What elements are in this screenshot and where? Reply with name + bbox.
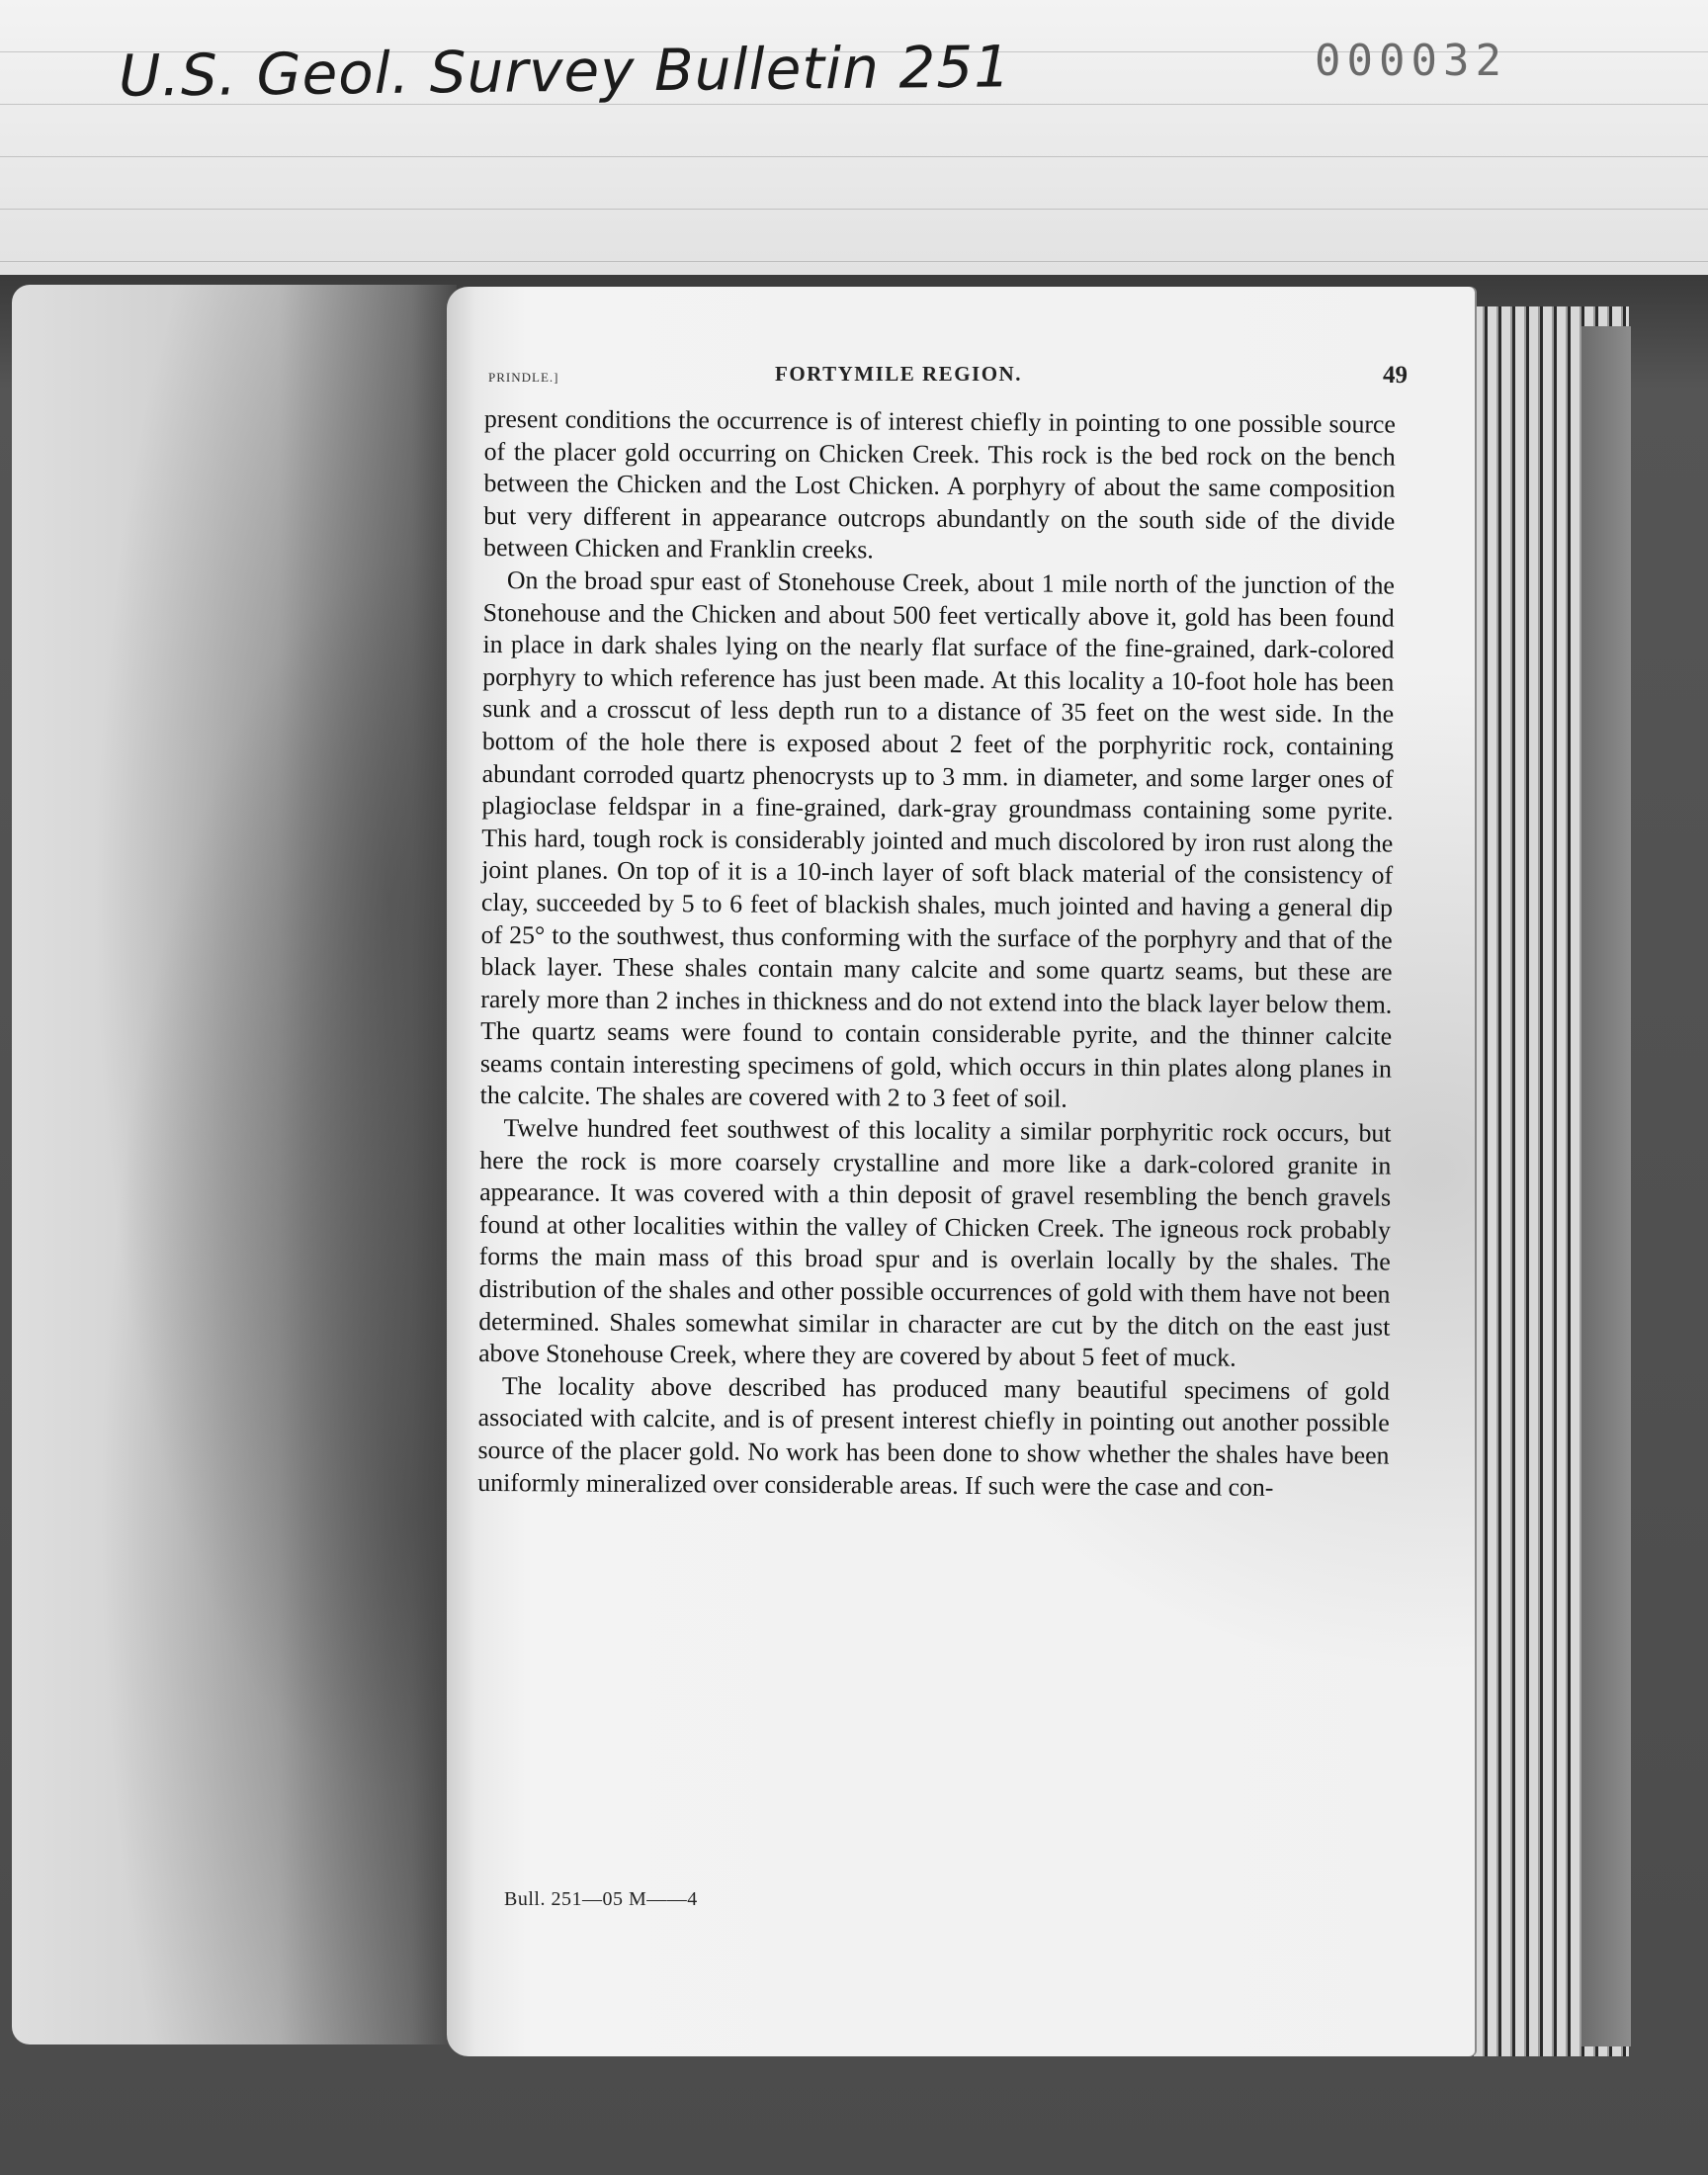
paragraph: present conditions the occurrence is of interest chiefly in pointing to one possible source of the placer gold occurring on Chicken Creek. This rock is the bed rock on the bench between the Chicken and the Lost Chicken. A porphyry of about the same composition but very different in appearance outcrops abundantly on the south side of the divide between Chicken and Franklin creeks. xyxy=(483,404,1396,565)
left-facing-page xyxy=(12,285,457,2044)
label-card xyxy=(0,0,1708,277)
stamp-number: 000032 xyxy=(1315,36,1507,86)
running-head-title: FORTYMILE REGION. xyxy=(775,362,1022,386)
handwritten-label: U.S. Geol. Survey Bulletin 251 xyxy=(118,33,1012,110)
page-number: 49 xyxy=(1383,362,1408,389)
body-text xyxy=(477,403,1396,1505)
paragraph: On the broad spur east of Stonehouse Creek, about 1 mile north of the junction of the Stonehouse and the Chicken and about 500 feet vertically above it, gold has been found in place in dark shales lying on the nearly flat surface of the fine-grained, dark-colored porphyry to which reference has just been made. At this locality a 10-foot hole has been sunk and a crosscut of less depth run to a distance of 35 feet on the west side. In the bottom of the hole there is exposed about 2 feet of the porphyritic rock, containing abundant corroded quartz phenocrysts up to 3 mm. in diameter, and some larger ones of plagioclase feldspar in a fine-grained, dark-gray groundmass containing some pyrite. This hard, tough rock is considerably jointed and much discolored by iron rust along the joint planes. On top of it is a 10-inch layer of soft black material of the consistency of clay, succeeded by 5 to 6 feet of blackish shales, much jointed and having a general dip of 25° to the southwest, thus conforming with the surface of the porphyry and that of the black layer. These shales contain many calcite and some quartz seams, but these are rarely more than 2 inches in thickness and do not extend into the black layer below them. The quartz seams were found to contain considerable pyrite, and the thinner calcite seams contain interesting specimens of gold, which occurs in thin plates along planes in the calcite. The shales are covered with 2 to 3 feet of soil. xyxy=(479,566,1395,1114)
signature-line: Bull. 251—05 M——4 xyxy=(504,1888,698,1910)
book-page xyxy=(447,287,1475,2056)
paragraph: Twelve hundred feet southwest of this locality a similar porphyritic rock occurs, but here the rock is more coarsely crystalline and more like a dark-colored granite in appearance. It was covered with a thin deposit of gravel resembling the bench gravels found at other localities within the valley of Chicken Creek. The igneous rock probably forms the main mass of this broad spur and is overlain locally by the shales. The distribution of the shales and other possible occurrences of gold with them have not been determined. Shales somewhat similar in character are cut by the ditch on the east just above Stonehouse Creek, where they are covered by about 5 feet of muck. xyxy=(478,1113,1392,1372)
page-stack-edge xyxy=(1581,326,1631,2046)
running-head xyxy=(488,362,1408,401)
paragraph: The locality above described has produced many beautiful specimens of gold associated with calcite, and is of present interest chiefly in pointing out another possible source of the placer gold. No work has been done to show whether the shales have been uniformly mineralized over considerable areas. If such were the case and con- xyxy=(477,1370,1391,1502)
running-head-author: PRINDLE.] xyxy=(488,370,559,385)
